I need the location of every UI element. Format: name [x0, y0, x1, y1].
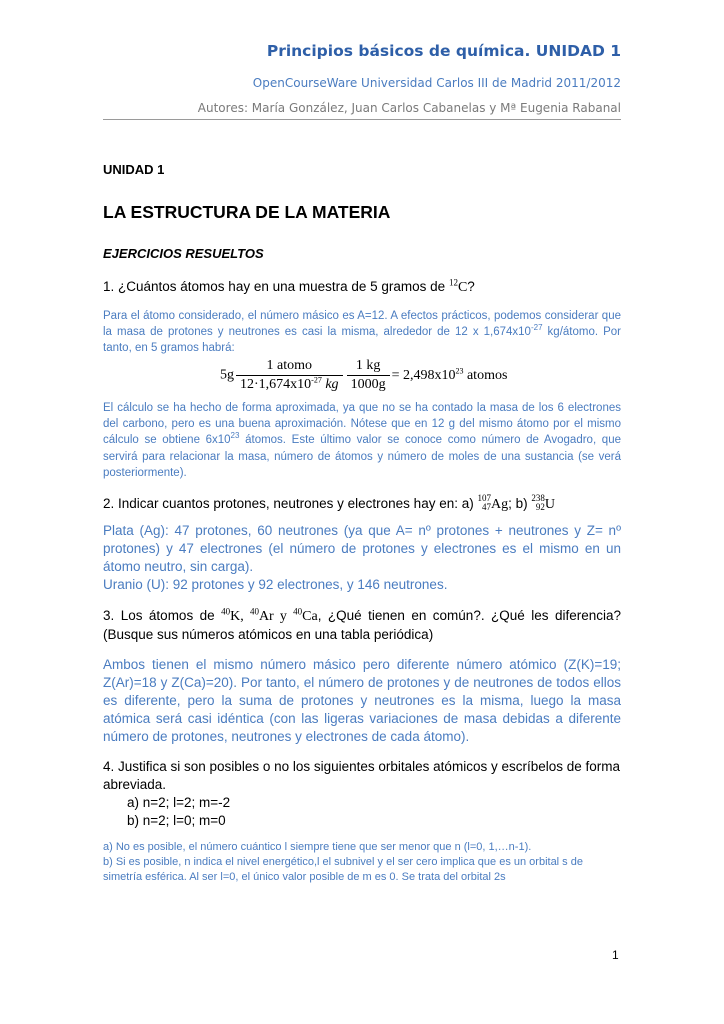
answer-1-explanation-text: El cálculo se ha hecho de forma aproximada, ya que no se ha contado la masa de los 6 electrones del carbono, pero es una buena aproximación. Nótese que en 12 g del mismo átomo por el mismo cálculo se obtiene 6x10	[103, 402, 621, 447]
isotope-u-prefix	[531, 494, 545, 512]
equation-result	[391, 365, 508, 383]
answer-1-explanation-exponent: 23	[230, 431, 240, 441]
ca-symbol: Ca	[302, 609, 318, 624]
isotope-mass-number: 12	[448, 277, 458, 288]
question-2	[103, 492, 621, 514]
answer-1-intro	[103, 308, 621, 357]
equation-result-unit: atomos	[463, 367, 508, 383]
question-3-text: 3. Los átomos de	[103, 608, 222, 623]
u-atomic-number: 92	[535, 502, 545, 512]
ar-symbol: Ar	[258, 609, 274, 624]
equation-coefficient: 5g	[220, 367, 234, 383]
fraction-1-denominator-base: 12·1,674x10	[240, 377, 312, 392]
answer-1-intro-exponent: -27	[530, 323, 543, 333]
question-3-separator-1: ,	[240, 609, 250, 624]
question-4-item-a: a) n=2; l=2; m=-2	[127, 795, 231, 810]
answer-2-uranium: Uranio (U): 92 protones y 92 electrones, y 146 neutrones.	[103, 577, 448, 592]
section-title: EJERCICIOS RESUELTOS	[103, 246, 264, 261]
equation-fraction-1	[236, 358, 343, 393]
question-1-text: 1. ¿Cuántos átomos hay en una muestra de 5 gramos de	[103, 279, 449, 294]
fraction-2-denominator: 1000g	[350, 377, 386, 392]
k-mass-number: 40	[221, 606, 231, 617]
unit-label: UNIDAD 1	[103, 162, 165, 177]
u-mass-number: 238	[531, 493, 545, 503]
question-2-separator: ; b)	[508, 496, 532, 511]
isotope-ag-prefix	[477, 494, 491, 512]
header-divider	[103, 119, 621, 120]
question-1-end: ?	[467, 279, 475, 294]
equation-fraction-2	[347, 358, 390, 393]
answer-3: Ambos tienen el mismo número másico pero diferente número atómico (Z(K)=19; Z(Ar)=18 y Z(Ca)=20). Por tanto, el número de protones y de neutrones de todos ellos es diferente, pero la suma de protones y neutrones es la misma, luego la masa atómica será casi idéntica (con las ligeras variaciones de masa debidas a diferente número de protones, neutrones y electrones de cada átomo).	[103, 657, 621, 744]
answer-1-explanation	[103, 400, 621, 481]
answer-1-intro-tail: kg/átomo. Por tanto, en 5 gramos habrá:	[103, 326, 621, 355]
isotope-symbol: C	[457, 280, 468, 295]
answer-4	[103, 840, 621, 885]
header-authors: Autores: María González, Juan Carlos Cabanelas y Mª Eugenia Rabanal	[197, 101, 621, 115]
question-4-text: 4. Justifica si son posibles o no los siguientes orbitales atómicos y escríbelos de forma abreviada.	[103, 759, 621, 792]
fraction-1-denominator	[236, 376, 343, 393]
equation-result-exponent: 23	[455, 365, 464, 375]
header-subtitle: OpenCourseWare Universidad Carlos III de Madrid 2011/2012	[252, 76, 621, 90]
answer-4-b: b) Si es posible, n indica el nivel energético,l el subnivel y el ser cero implica que es un orbital s de simetría esférica. Al ser l=0, el único valor posible de m es 0. Se trata del orbital 2s	[103, 856, 583, 883]
fraction-1-numerator: 1 atomo	[236, 358, 343, 376]
ag-atomic-number: 47	[481, 502, 491, 512]
ar-mass-number: 40	[249, 606, 259, 617]
question-1	[103, 278, 621, 297]
question-3	[103, 607, 621, 644]
chapter-title: LA ESTRUCTURA DE LA MATERIA	[103, 202, 391, 222]
answer-4-a: a) No es posible, el número cuántico l siempre tiene que ser menor que n (l=0, 1,…n-1).	[103, 841, 532, 853]
ca-mass-number: 40	[293, 606, 303, 617]
answer-1-explanation-tail: átomos. Este último valor se conoce como número de Avogadro, que servirá para relacionar la masa, número de átomos y número de moles de una sustancia (se verá posteriormente).	[103, 434, 621, 479]
u-symbol: U	[544, 497, 555, 512]
question-3-text-tail: , ¿Qué tienen en común?. ¿Qué les diferencia? (Busque sus números atómicos en una tabla periódica)	[103, 608, 621, 642]
ag-mass-number: 107	[477, 493, 491, 503]
question-4-item-b: b) n=2; l=0; m=0	[127, 813, 226, 828]
question-2-text: 2. Indicar cuantos protones, neutrones y electrones hay en: a)	[103, 496, 478, 511]
header-title: Principios básicos de química. UNIDAD 1	[266, 42, 621, 60]
ag-symbol: Ag	[490, 497, 509, 512]
equation-result-base: = 2,498x10	[391, 367, 456, 383]
answer-2-silver: Plata (Ag): 47 protones, 60 neutrones (ya que A= nº protones + neutrones y Z= nº protones) y 47 electrones (el número de protones y electrones es el mismo en un átomo neutro, sin carga).	[103, 523, 621, 574]
question-3-separator-2: y	[273, 609, 294, 624]
fraction-1-denominator-unit: kg	[321, 377, 339, 392]
fraction-1-denominator-exponent: -27	[311, 375, 322, 385]
question-4	[103, 758, 621, 830]
k-symbol: K	[230, 609, 241, 624]
answer-1-intro-text: Para el átomo considerado, el número másico es A=12. A efectos prácticos, podemos considerar que la masa de protones y neutrones es casi la misma, alrededor de 12 x 1,674x10	[103, 310, 621, 339]
fraction-2-numerator: 1 kg	[347, 358, 390, 376]
equation	[220, 358, 507, 393]
answer-2	[103, 522, 621, 594]
page-number: 1	[612, 948, 619, 962]
